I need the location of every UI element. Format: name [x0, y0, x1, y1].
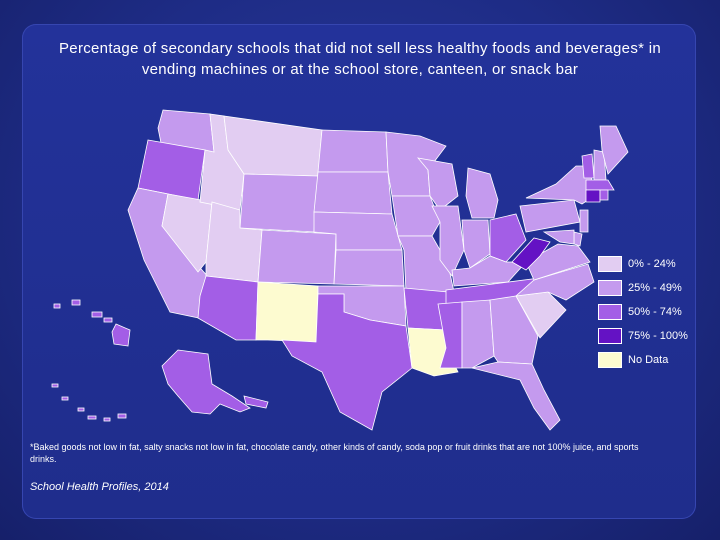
state-az: [198, 276, 258, 340]
state-fl: [472, 362, 560, 430]
hawaii-big-island: [112, 324, 130, 346]
aleutian-island: [118, 414, 126, 418]
footnote: *Baked goods not low in fat, salty snacks not low in fat, chocolate candy, other kinds of candy, soda pop or fruit drinks that are not 100% juice, and sports drinks.: [30, 442, 639, 464]
state-ak: [162, 350, 250, 414]
legend-item: [598, 302, 698, 326]
state-mi: [466, 168, 498, 218]
state-ia: [392, 196, 440, 236]
legend-swatch: [598, 256, 622, 272]
state-vt: [582, 154, 594, 178]
state-ks: [334, 250, 404, 286]
aleutian-island: [78, 408, 84, 411]
hawaii-island: [104, 318, 112, 322]
legend-swatch: [598, 304, 622, 320]
state-nd: [318, 130, 388, 172]
state-wy: [240, 174, 318, 232]
state-nj: [580, 210, 588, 232]
legend-item: [598, 254, 698, 278]
state-pa: [520, 200, 580, 232]
legend-label: 25% - 49%: [628, 282, 682, 294]
state-de: [574, 232, 582, 246]
state-ct: [586, 190, 600, 202]
legend-swatch: [598, 280, 622, 296]
hawaii-island: [72, 300, 80, 305]
aleutian-island: [88, 416, 96, 419]
map-title: Percentage of secondary schools that did not sell less healthy foods and beverages* in vending machines or at the school store, canteen, or snack bar: [59, 40, 661, 78]
legend-item: [598, 350, 698, 374]
state-co: [258, 230, 336, 284]
hawaii-island: [54, 304, 60, 308]
state-nm: [256, 282, 318, 342]
source-citation: School Health Profiles, 2014: [30, 481, 169, 493]
aleutian-island: [104, 418, 110, 421]
legend-swatch: [598, 352, 622, 368]
legend-label: 75% - 100%: [628, 330, 688, 342]
map-legend: [598, 254, 698, 374]
legend-label: 50% - 74%: [628, 306, 682, 318]
state-al: [462, 300, 494, 368]
legend-label: 0% - 24%: [628, 258, 676, 270]
legend-swatch: [598, 328, 622, 344]
state-ma: [586, 180, 614, 190]
aleutian-island: [52, 384, 58, 387]
legend-item: [598, 278, 698, 302]
legend-item: [598, 326, 698, 350]
state-ri: [600, 190, 608, 200]
state-sd: [314, 172, 392, 214]
legend-label: No Data: [628, 354, 669, 366]
hawaii-island: [92, 312, 102, 317]
aleutian-island: [62, 397, 68, 400]
